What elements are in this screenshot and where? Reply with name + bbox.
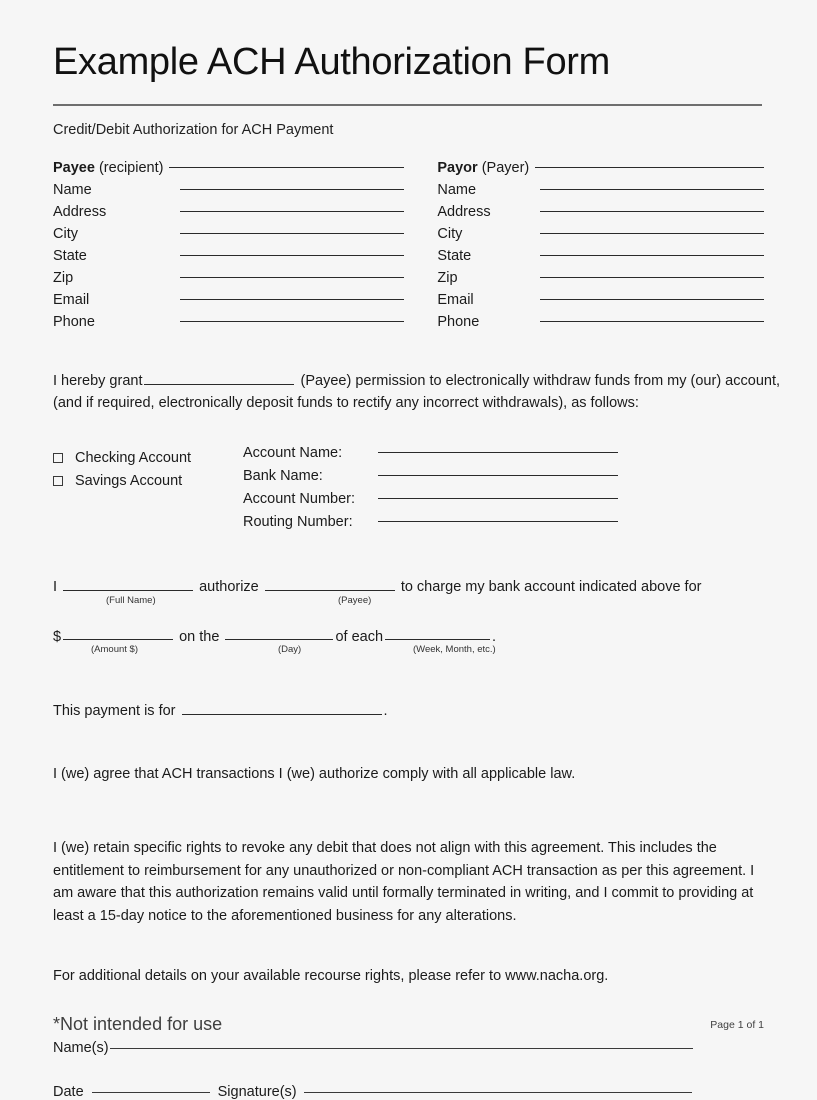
signature-label: Signature(s): [217, 1083, 297, 1100]
payor-heading-bold: Payor: [437, 159, 478, 176]
authorization-line-1: [53, 577, 764, 595]
auth-text-of-each: of each: [335, 628, 384, 645]
payee-heading-line[interactable]: [169, 167, 404, 168]
payee-input-city[interactable]: [180, 233, 404, 234]
signature-date-input[interactable]: [92, 1092, 210, 1093]
title-divider: [53, 104, 762, 106]
payee-field-zip: [53, 270, 404, 292]
grant-text-before: I hereby grant: [53, 372, 143, 389]
signature-names-input[interactable]: [110, 1048, 693, 1049]
payor-heading-row: [437, 160, 764, 182]
authorization-sublabels-2: [53, 644, 764, 658]
payor-field-phone: [437, 314, 764, 336]
payee-heading-row: [53, 160, 404, 182]
payor-label-email: Email: [437, 291, 474, 308]
signature-date-label: Date: [53, 1083, 84, 1100]
payor-heading: [437, 160, 529, 176]
payment-purpose-line: [53, 700, 778, 722]
bank-label-routing-number: Routing Number:: [243, 513, 353, 530]
footer-page-number: Page 1 of 1: [710, 1019, 764, 1031]
signature-input[interactable]: [304, 1092, 692, 1093]
payee-column: [53, 160, 404, 336]
payor-input-zip[interactable]: [540, 277, 764, 278]
payor-column: [437, 160, 764, 336]
bank-field-account-number: [243, 491, 764, 514]
payor-field-name: [437, 182, 764, 204]
auth-full-name-blank[interactable]: [63, 577, 193, 591]
payor-label-address: Address: [437, 203, 491, 220]
payee-field-city: [53, 226, 404, 248]
payor-input-email[interactable]: [540, 299, 764, 300]
bank-field-bank-name: [243, 468, 764, 491]
grant-paragraph: [53, 370, 783, 415]
payee-label-phone: Phone: [53, 313, 95, 330]
auth-text-on-the: on the: [179, 628, 220, 645]
auth-amount-blank[interactable]: [63, 627, 173, 641]
page-subtitle: Credit/Debit Authorization for ACH Payment: [53, 121, 334, 138]
legal-nacha-paragraph: For additional details on your available recourse rights, please refer to www.nacha.org.: [53, 968, 609, 985]
auth-frequency-blank[interactable]: [385, 627, 490, 641]
authorization-block: [53, 577, 764, 659]
payor-input-city[interactable]: [540, 233, 764, 234]
parties-section: [53, 160, 764, 336]
payee-heading-note: (recipient): [94, 159, 164, 176]
auth-text-charge: to charge my bank account indicated above for: [400, 578, 702, 595]
payee-input-name[interactable]: [180, 189, 404, 190]
footer-disclaimer: *Not intended for use: [53, 1014, 223, 1034]
grant-payee-blank[interactable]: [144, 371, 294, 385]
sublabel-frequency: (Week, Month, etc.): [413, 644, 496, 656]
payor-input-phone[interactable]: [540, 321, 764, 322]
legal-rights-paragraph: I (we) retain specific rights to revoke any debit that does not align with this agreement. This includes the entitlement to reimbursement for any unauthorized or non-compliant ACH transaction as per this agreement. I am aware that this authorization remains valid until formally terminated in writing, and I commit to providing at least a 15-day notice to the aforementioned business for any alterations.: [53, 840, 755, 924]
payor-input-name[interactable]: [540, 189, 764, 190]
payee-label-address: Address: [53, 203, 107, 220]
payor-input-address[interactable]: [540, 211, 764, 212]
sublabel-payee: (Payee): [338, 594, 372, 606]
payor-input-state[interactable]: [540, 255, 764, 256]
bank-label-account-number: Account Number:: [243, 490, 356, 507]
payor-field-email: [437, 292, 764, 314]
payee-field-state: [53, 248, 404, 270]
auth-payee-blank[interactable]: [265, 577, 395, 591]
page-title: Example ACH Authorization Form: [53, 41, 611, 83]
legal-comply-paragraph: I (we) agree that ACH transactions I (we) authorize comply with all applicable law.: [53, 765, 576, 782]
sublabel-day: (Day): [278, 644, 302, 656]
payment-purpose-blank[interactable]: [182, 702, 382, 716]
auth-text-authorize: authorize: [199, 578, 259, 595]
payee-field-email: [53, 292, 404, 314]
sublabel-full-name: (Full Name): [106, 594, 156, 606]
grant-text-after: (Payee) permission to electronically withdraw funds from my (our) account, (and if required, electronically deposit funds to rectify any incorrect withdrawals), as follows:: [53, 372, 780, 412]
payee-input-address[interactable]: [180, 211, 404, 212]
payor-label-city: City: [437, 225, 463, 242]
payee-input-email[interactable]: [180, 299, 404, 300]
payee-input-phone[interactable]: [180, 321, 404, 322]
signature-names-row: [53, 1040, 764, 1056]
payor-label-zip: Zip: [437, 269, 458, 286]
page-footer: [53, 1014, 764, 1035]
payor-label-phone: Phone: [437, 313, 480, 330]
checkbox-checking-icon[interactable]: [53, 453, 63, 463]
payee-label-name: Name: [53, 181, 92, 198]
account-type-group: [53, 445, 243, 537]
payment-purpose-period: .: [383, 703, 388, 720]
bank-input-bank-name[interactable]: [378, 475, 618, 476]
checkbox-label-savings: Savings Account: [75, 473, 183, 490]
payor-label-state: State: [437, 247, 472, 264]
auth-day-blank[interactable]: [225, 627, 333, 641]
bank-input-routing-number[interactable]: [378, 521, 618, 522]
payee-label-city: City: [53, 225, 78, 242]
payee-input-state[interactable]: [180, 255, 404, 256]
payee-label-email: Email: [53, 291, 90, 308]
auth-text-period: .: [492, 628, 497, 645]
bank-input-account-name[interactable]: [378, 452, 618, 453]
payor-label-name: Name: [437, 181, 477, 198]
auth-text-i: I: [53, 578, 58, 595]
bank-input-account-number[interactable]: [378, 498, 618, 499]
bank-fields-group: [243, 445, 764, 537]
payor-field-address: [437, 204, 764, 226]
checkbox-label-checking: Checking Account: [75, 450, 192, 467]
checkbox-row-savings[interactable]: [53, 470, 243, 493]
payor-field-zip: [437, 270, 764, 292]
payee-label-state: State: [53, 247, 87, 264]
payee-field-address: [53, 204, 404, 226]
auth-currency-symbol: $: [53, 628, 62, 645]
checkbox-row-checking[interactable]: [53, 447, 243, 470]
payee-input-zip[interactable]: [180, 277, 404, 278]
payment-purpose-text: This payment is for: [53, 703, 176, 720]
payee-field-name: [53, 182, 404, 204]
payor-field-city: [437, 226, 764, 248]
bank-label-bank-name: Bank Name:: [243, 467, 323, 484]
payee-heading: [53, 160, 163, 176]
checkbox-savings-icon[interactable]: [53, 476, 63, 486]
payor-heading-note: (Payer): [477, 159, 530, 176]
bank-field-account-name: [243, 445, 764, 468]
payee-field-phone: [53, 314, 404, 336]
payee-heading-bold: Payee: [53, 159, 95, 176]
bank-field-routing-number: [243, 514, 764, 537]
authorization-line-2: [53, 627, 764, 645]
payee-label-zip: Zip: [53, 269, 74, 286]
payor-field-state: [437, 248, 764, 270]
signature-date-row: [53, 1084, 764, 1100]
signature-names-label: Name(s): [53, 1039, 109, 1056]
account-section: [53, 445, 764, 537]
payor-heading-line[interactable]: [535, 167, 764, 168]
sublabel-amount: (Amount $): [91, 644, 138, 656]
authorization-sublabels-1: [53, 595, 764, 609]
bank-label-account-name: Account Name:: [243, 444, 343, 461]
